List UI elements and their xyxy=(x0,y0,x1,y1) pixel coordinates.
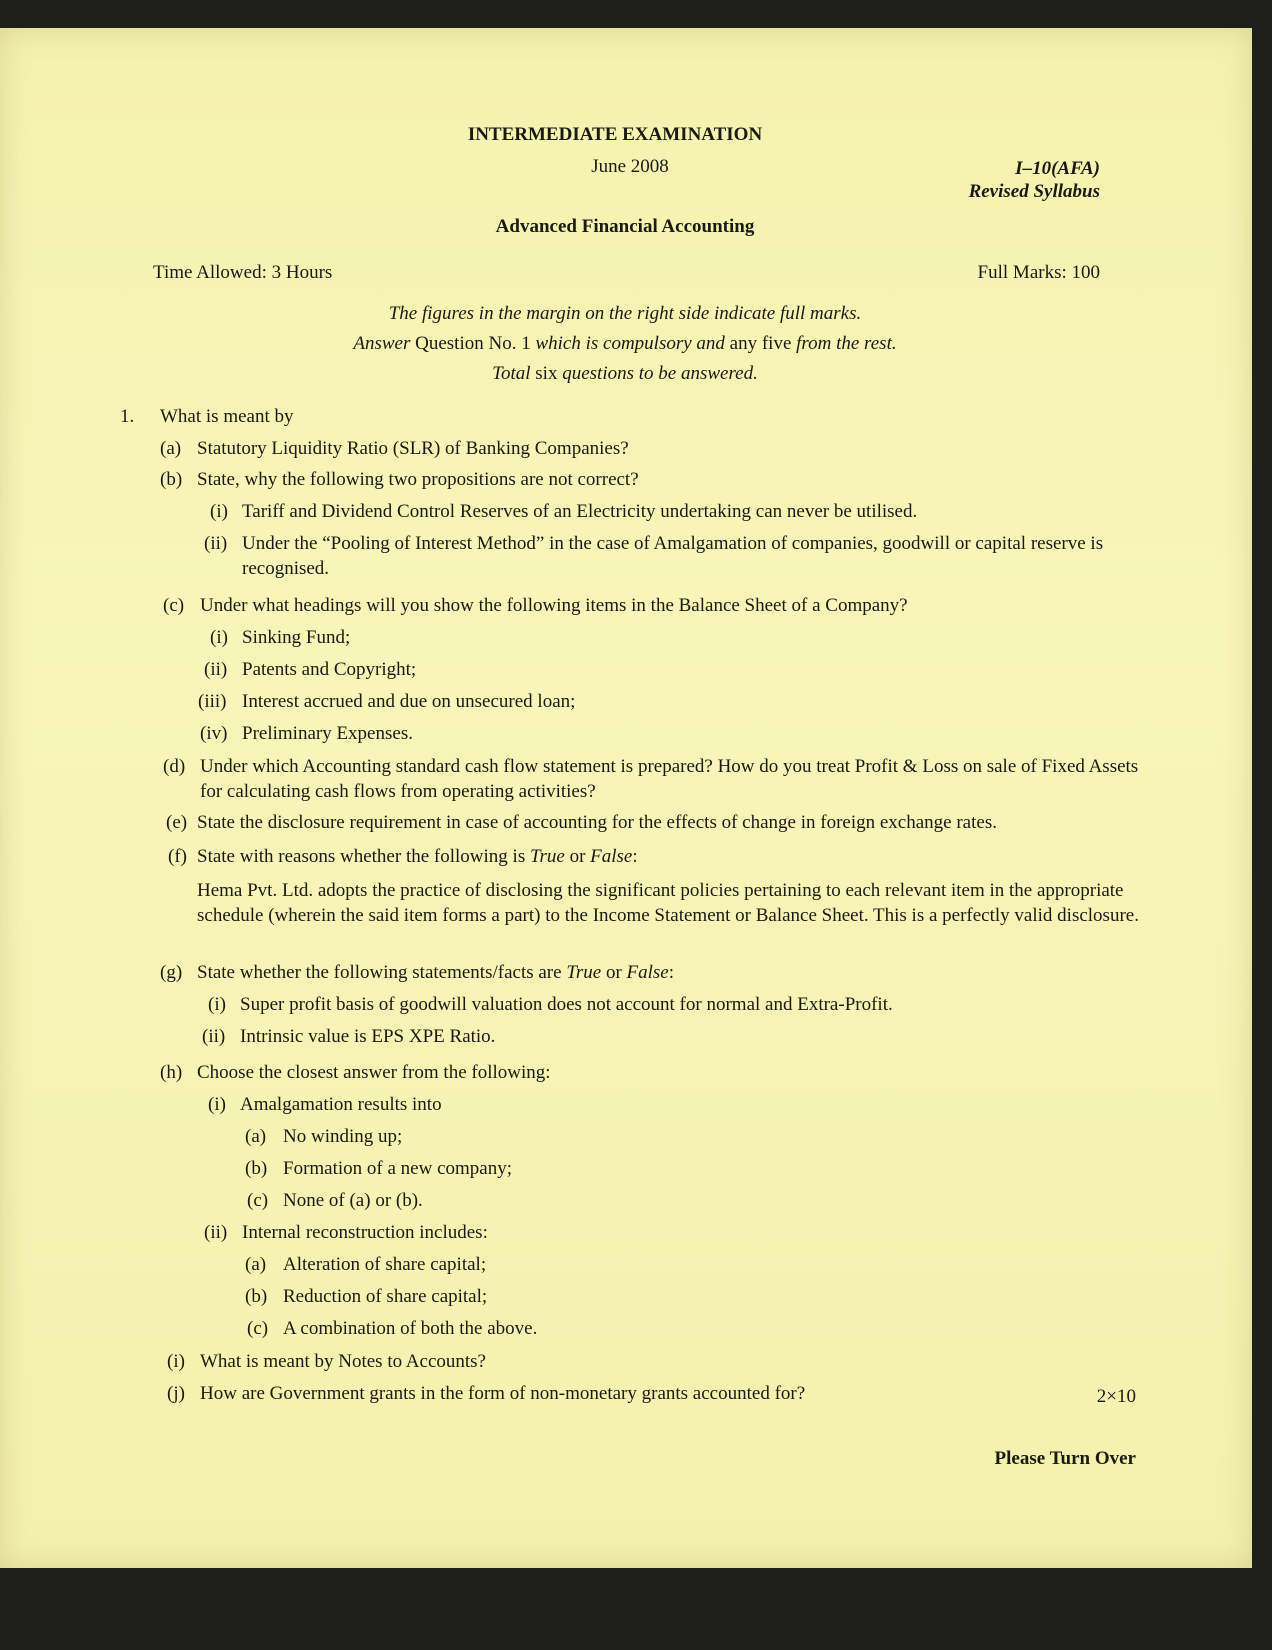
item-label-h: (h) xyxy=(160,1062,183,1083)
instruction-line-1 xyxy=(300,303,950,325)
instr-answer: Answer xyxy=(353,333,411,354)
option-text-h-i-c: None of (a) or (b). xyxy=(283,1190,423,1211)
please-turn-over xyxy=(900,1448,1136,1470)
please-turn-over-text: Please Turn Over xyxy=(994,1448,1136,1469)
item-label-i: (i) xyxy=(167,1351,185,1372)
item-text-c: Under what headings will you show the following items in the Balance Sheet of a Company? xyxy=(200,595,908,616)
item-text-f-colon: : xyxy=(632,846,638,867)
instruction-line-1-text: The figures in the margin on the right side indicate full marks. xyxy=(388,303,862,324)
subitem-text-g-i: Super profit basis of goodwill valuation does not account for normal and Extra-Profit. xyxy=(240,994,893,1015)
exam-title xyxy=(420,124,810,146)
subitem-text-c-iii: Interest accrued and due on unsecured loan; xyxy=(242,691,576,712)
instr-total: Total xyxy=(492,363,531,384)
item-label-d: (d) xyxy=(163,756,186,777)
subitem-label-h-i: (i) xyxy=(208,1094,226,1115)
subitem-label-c-i: (i) xyxy=(210,627,228,648)
item-text-i: What is meant by Notes to Accounts? xyxy=(200,1351,486,1372)
item-text-g-stem: State whether the following statements/facts are xyxy=(197,962,562,983)
exam-title-text: INTERMEDIATE EXAMINATION xyxy=(467,124,763,145)
option-label-h-i-a: (a) xyxy=(245,1126,267,1147)
subitem-text-g-ii: Intrinsic value is EPS XPE Ratio. xyxy=(240,1026,496,1047)
item-label-c: (c) xyxy=(163,595,185,616)
subitem-text-c-i: Sinking Fund; xyxy=(242,627,351,648)
option-text-h-i-b: Formation of a new company; xyxy=(283,1158,513,1179)
exam-session xyxy=(550,156,710,178)
item-text-j: How are Government grants in the form of non-monetary grants accounted for? xyxy=(200,1383,806,1404)
instr-from-rest: from the rest. xyxy=(796,333,897,354)
subitem-text-h-ii: Internal reconstruction includes: xyxy=(242,1222,488,1243)
option-label-h-i-b: (b) xyxy=(245,1158,268,1179)
item-text-f-or: or xyxy=(569,846,586,867)
instruction-line-3 xyxy=(300,363,950,385)
paper-code-text: I–10(AFA) xyxy=(1015,158,1100,179)
item-text-g-colon: : xyxy=(668,962,675,983)
item-text-h: Choose the closest answer from the following: xyxy=(197,1062,551,1083)
option-label-h-ii-c: (c) xyxy=(247,1318,269,1339)
item-label-j: (j) xyxy=(167,1383,185,1404)
exam-paper xyxy=(0,28,1252,1568)
item-text-f-stem: State with reasons whether the following is xyxy=(197,846,526,867)
item-text-d: Under which Accounting standard cash flow statement is prepared? How do you treat Profit & Loss on sale of Fixed Assets for calculating cash flows from operating activities? xyxy=(200,756,1139,802)
item-text-f xyxy=(197,846,638,868)
subitem-text-b-ii: Under the “Pooling of Interest Method” in the case of Amalgamation of companies, goodwill or capital reserve is recognised. xyxy=(242,533,1104,579)
full-marks-text: Full Marks: 100 xyxy=(977,262,1100,283)
item-text-g-or: or xyxy=(605,962,622,983)
option-label-h-i-c: (c) xyxy=(247,1190,269,1211)
instr-any-five: any five xyxy=(729,333,792,354)
instr-question-no: Question No. 1 xyxy=(415,333,531,354)
instr-to-be-answered: questions to be answered. xyxy=(562,363,758,384)
subitem-label-b-i: (i) xyxy=(210,501,228,522)
subject-title xyxy=(430,216,820,238)
paper-code xyxy=(880,158,1100,180)
item-text-g xyxy=(197,962,674,984)
item-label-a: (a) xyxy=(160,438,182,459)
full-marks xyxy=(880,262,1100,284)
question-number: 1. xyxy=(120,406,135,427)
instr-compulsory: which is compulsory and xyxy=(535,333,725,354)
option-label-h-ii-b: (b) xyxy=(245,1286,268,1307)
subitem-label-c-ii: (ii) xyxy=(204,659,228,680)
item-text-g-false: False xyxy=(626,962,669,983)
subitem-label-g-ii: (ii) xyxy=(202,1026,226,1047)
subitem-label-h-ii: (ii) xyxy=(204,1222,228,1243)
syllabus-text: Revised Syllabus xyxy=(968,181,1100,202)
item-label-f: (f) xyxy=(168,846,187,867)
question-marks xyxy=(1040,1386,1136,1408)
item-label-e: (e) xyxy=(166,812,188,833)
item-label-g: (g) xyxy=(160,962,183,983)
option-text-h-ii-b: Reduction of share capital; xyxy=(283,1286,488,1307)
item-text-f-body: Hema Pvt. Ltd. adopts the practice of disclosing the significant policies pertaining to each relevant item in the appropriate schedule (wherein the said item forms a part) to the Income Statement or Balance Sheet. This is a perfectly valid disclosure. xyxy=(197,880,1139,926)
subitem-text-b-i: Tariff and Dividend Control Reserves of an Electricity undertaking can never be utilised. xyxy=(242,501,918,522)
item-text-a: Statutory Liquidity Ratio (SLR) of Banking Companies? xyxy=(197,438,629,459)
subitem-text-c-iv: Preliminary Expenses. xyxy=(242,723,413,744)
item-text-f-true: True xyxy=(529,846,565,867)
item-text-b: State, why the following two propositions are not correct? xyxy=(197,469,639,490)
subitem-text-h-i: Amalgamation results into xyxy=(240,1094,442,1115)
item-text-g-true: True xyxy=(566,962,602,983)
item-label-b: (b) xyxy=(160,469,183,490)
syllabus-label xyxy=(880,181,1100,203)
option-text-h-ii-c: A combination of both the above. xyxy=(283,1318,538,1339)
instruction-line-2 xyxy=(250,333,1000,355)
option-text-h-ii-a: Alteration of share capital; xyxy=(283,1254,487,1275)
time-allowed: Time Allowed: 3 Hours xyxy=(153,262,333,283)
instr-six: six xyxy=(535,363,558,384)
question-marks-text: 2×10 xyxy=(1096,1386,1136,1407)
exam-session-text: June 2008 xyxy=(591,156,669,177)
subitem-label-b-ii: (ii) xyxy=(204,533,228,554)
option-label-h-ii-a: (a) xyxy=(245,1254,267,1275)
question-stem: What is meant by xyxy=(160,406,294,427)
item-text-f-false: False xyxy=(590,846,633,867)
subitem-label-c-iii: (iii) xyxy=(198,691,227,712)
subitem-label-c-iv: (iv) xyxy=(200,723,228,744)
option-text-h-i-a: No winding up; xyxy=(283,1126,403,1147)
item-text-e: State the disclosure requirement in case of accounting for the effects of change in foreign exchange rates. xyxy=(197,812,997,833)
subject-title-text: Advanced Financial Accounting xyxy=(495,216,755,237)
subitem-text-c-ii: Patents and Copyright; xyxy=(242,659,417,680)
subitem-label-g-i: (i) xyxy=(208,994,226,1015)
